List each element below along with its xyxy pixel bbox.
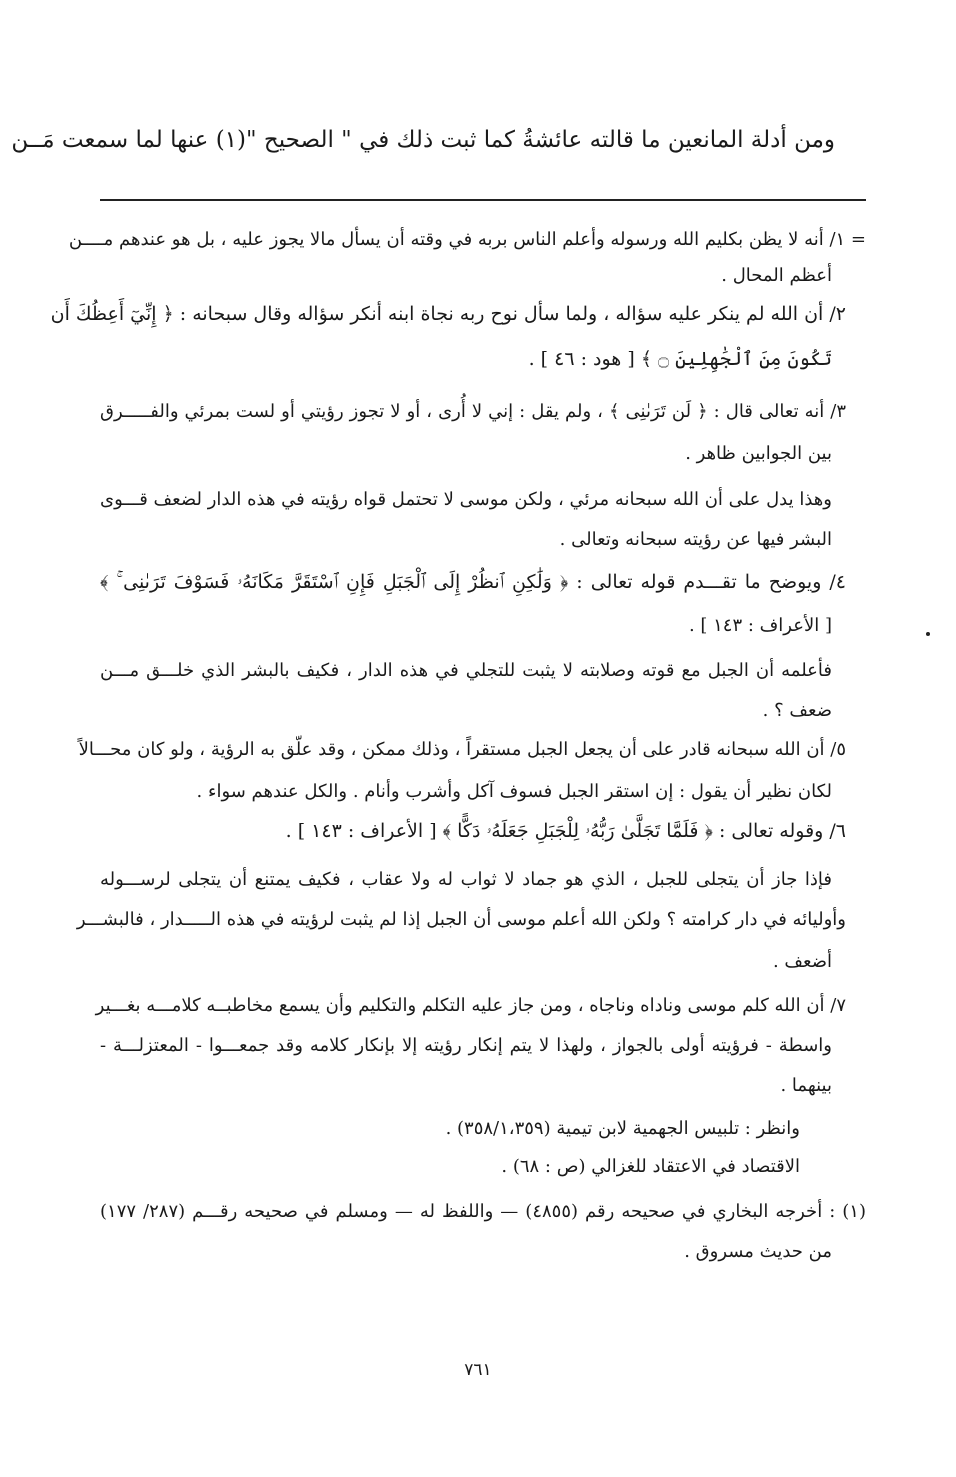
- footnote-line: البشر فيها عن رؤيته سبحانه وتعالى .: [559, 529, 832, 550]
- footnote-line: ٥/ أن الله سبحانه قادر على أن يجعل الجبل مستقراً ، وذلك ممكن ، وقد علّق به الرؤية ، ولو كان محـــالاً: [78, 739, 846, 760]
- footnote-line: وهذا يدل على أن الله سبحانه مرئي ، ولكن موسى لا تحتمل قواه رؤيته في هذه الدار لضعف قـــوى: [100, 489, 832, 510]
- footnote-separator-rule: [100, 199, 866, 201]
- footnote-line: واسطة - فرؤيته أولى بالجواز ، ولهذا لا يتم إنكار رؤيته إلا بإنكار كلامه وقد جمعـــوا - المعتزلـــة -: [100, 1035, 832, 1056]
- footnote-line: ٤/ ويوضح ما تقـــدم قوله تعالى : ﴿ وَلَٰكِنِ ٱنظُرْ إِلَى ٱلْجَبَلِ فَإِنِ ٱسْتَقَرَّ مَكَانَهُۥ فَسَوْفَ تَرَىٰنِى ۚ ﴾: [100, 571, 846, 593]
- footnote-line: ٦/ وقوله تعالى : ﴿ فَلَمَّا تَجَلَّىٰ رَبُّهُۥ لِلْجَبَلِ جَعَلَهُۥ دَكًّا ﴾ [ الأعراف : ١٤٣ ] .: [285, 820, 846, 842]
- footnote-line: [ الأعراف : ١٤٣ ] .: [688, 615, 832, 636]
- footnote-line: تَكُونَ مِنَ ٱلْجَٰهِلِينَ ۝ ﴾ [ هود : ٤٦ ] .: [528, 348, 832, 370]
- page-number: ٧٦١: [464, 1360, 492, 1380]
- margin-mark: [926, 632, 930, 636]
- footnote-line: الاقتصاد في الاعتقاد للغزالي (ص : ٦٨) .: [501, 1156, 800, 1177]
- footnote-line: أضعف .: [772, 951, 832, 972]
- main-text-line: ومن أدلة المانعين ما قالته عائشةُ كما ثبت ذلك في " الصحيح "(١) عنها لما سمعت مَــن: [11, 127, 835, 153]
- footnote-line: ٢/ أن الله لم ينكر عليه سؤاله ، ولما سأل نوح ربه نجاة ابنه أنكر سؤاله وقال سبحانه : ﴿ إِنِّيٓ أَعِظُكَ أَن: [50, 303, 846, 325]
- footnote-line: (١) : أخرجه البخاري في صحيحه رقم (٤٨٥٥) — واللفظ له — ومسلم في صحيحه رقـــم (٢٨٧/ ١٧٧): [100, 1201, 866, 1222]
- footnote-line: وأوليائه في دار كرامته ؟ ولكن الله أعلم موسى أن الجبل إذا لم يثبت لرؤيته في هذه الـــــدار ، فالبشـــر: [76, 909, 846, 930]
- footnote-line: فإذا جاز أن يتجلى للجبل ، الذي هو جماد لا ثواب له ولا عقاب ، فكيف يمتنع أن يتجلى لرســـوله: [100, 869, 832, 890]
- footnote-line: بينهما .: [780, 1075, 832, 1096]
- footnote-line: ٣/ أنه تعالى قال : ﴿ لَن تَرَىٰنِى ﴾ ، ولم يقل : إني لا أُرى ، أو لا تجوز رؤيتي أو لست بمرئي والفـــــرق: [100, 401, 846, 422]
- footnote-line: من حديث مسروق .: [684, 1241, 832, 1262]
- footnote-line: ضعف ؟ .: [762, 700, 832, 721]
- footnote-line: فأعلمه أن الجبل مع قوته وصلابته لا يثبت للتجلي في هذه الدار ، فكيف بالبشر الذي خلـــق مـــن: [100, 660, 832, 681]
- footnote-line: ٧/ أن الله كلم موسى وناداه وناجاه ، ومن جاز عليه التكلم والتكليم وأن يسمع مخاطبــه كلامـــه بغـــير: [95, 995, 846, 1016]
- footnote-line: وانظر : تلبيس الجهمية لابن تيمية (٣٥٨/١،٣٥٩) .: [445, 1118, 800, 1139]
- footnote-line: = ١/ أنه لا يظن بكليم الله ورسوله وأعلم الناس بربه في وقته أن يسأل مالا يجوز عليه ، بل هو عندهم مــــن: [68, 229, 866, 250]
- footnote-line: لكان نظير أن يقول : إن استقر الجبل فسوف آكل وأشرب وأنام . والكل عندهم سواء .: [196, 781, 832, 802]
- footnote-line: أعظم المحال .: [721, 265, 832, 286]
- footnote-line: بين الجوابين ظاهر .: [685, 443, 832, 464]
